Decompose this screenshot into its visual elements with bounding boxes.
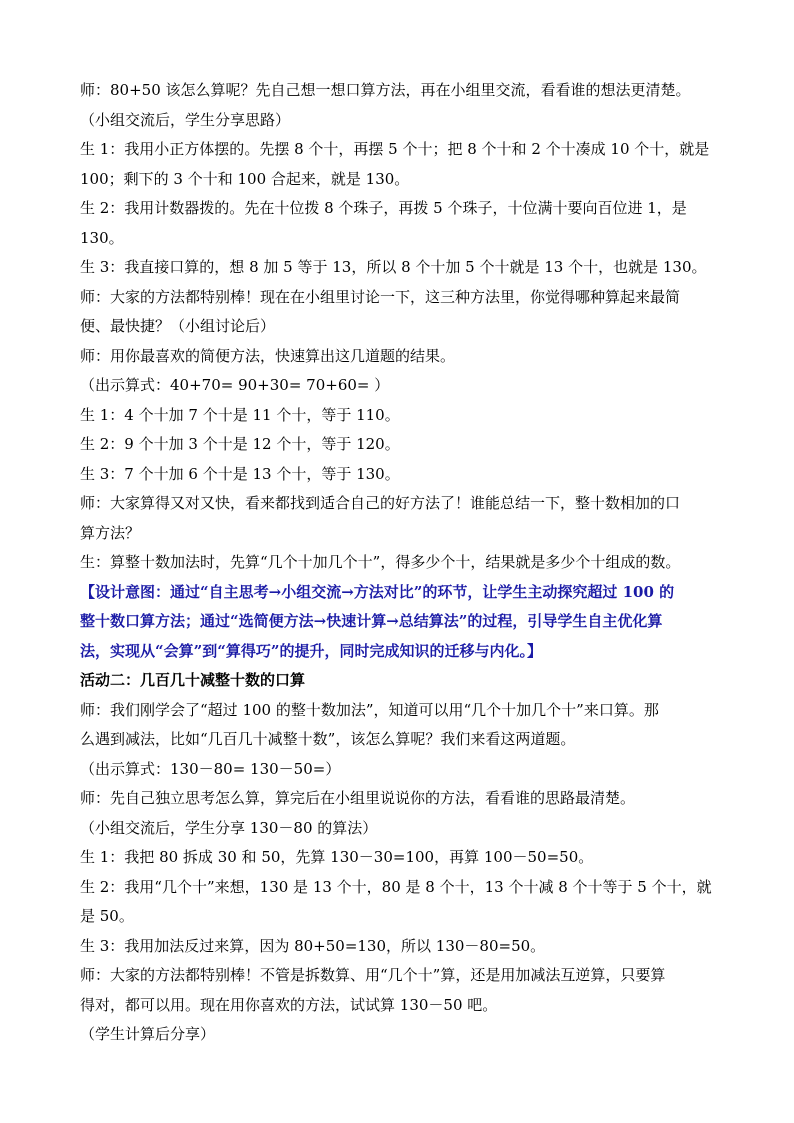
text-line: 生 1：我把 80 拆成 30 和 50，先算 130－30=100，再算 100－50=50。 (80, 848, 594, 866)
text-line: 生 3：7 个十加 6 个十是 13 个十，等于 130。 (80, 464, 400, 483)
text-line: 生 3：我用加法反过来算，因为 80+50=130，所以 130－80=50。 (80, 936, 546, 955)
text-line: 生 2：我用计数器拨的。先在十位拨 8 个珠子，再拨 5 个珠子，十位满十要向百位进 1，是 (80, 199, 687, 217)
design-intent-line: 法，实现从“会算”到“算得巧”的提升，同时完成知识的迁移与内化。】 (80, 641, 543, 660)
text-line: 生 2：9 个十加 3 个十是 12 个十，等于 120。 (80, 435, 400, 453)
text-line: 师：先自己独立思考怎么算，算完后在小组里说说你的方法，看看谁的思路最清楚。 (80, 789, 636, 807)
text-line: 得对，都可以用。现在用你喜欢的方法，试试算 130－50 吧。 (80, 995, 498, 1014)
text-line: 算方法？ (80, 523, 141, 542)
text-line: 师：大家的方法都特别棒！现在在小组里讨论一下，这三种方法里，你觉得哪种算起来最简 (80, 287, 681, 306)
text-line: 生 1：4 个十加 7 个十是 11 个十，等于 110。 (80, 405, 400, 424)
text-line: 师：用你最喜欢的简便方法，快速算出这几道题的结果。 (80, 346, 456, 365)
text-line: 是 50。 (80, 907, 134, 925)
document-body (80, 76, 720, 1050)
text-line: 师：大家算得又对又快，看来都找到适合自己的好方法了！谁能总结一下，整十数相加的口 (80, 494, 681, 512)
text-line: 生 2：我用“几个十”来想，130 是 13 个十，80 是 8 个十，13 个十减 8 个十等于 5 个十，就 (80, 877, 712, 896)
text-line: （小组交流后，学生分享思路） (80, 110, 291, 129)
text-line: 生 3：我直接口算的，想 8 加 5 等于 13，所以 8 个十加 5 个十就是 13 个十，也就是 130。 (80, 258, 707, 276)
text-line: 100；剩下的 3 个十和 100 合起来，就是 130。 (80, 169, 410, 188)
design-intent-line: 【设计意图：通过“自主思考→小组交流→方法对比”的环节，让学生主动探究超过 100 的 (80, 582, 675, 601)
text-line: （出示算式：130－80= 130－50=） (80, 759, 341, 778)
section-heading: 活动二：几百几十减整十数的口算 (80, 671, 306, 689)
text-line: （小组交流后，学生分享 130－80 的算法） (80, 818, 378, 837)
text-line: 么遇到减法，比如“几百几十减整十数”，该怎么算呢？我们来看这两道题。 (80, 730, 576, 748)
text-line: 师：大家的方法都特别棒！不管是拆数算、用“几个十”算，还是用加减法互逆算，只要算 (80, 966, 666, 984)
text-line: 师：我们刚学会了“超过 100 的整十数加法”，知道可以用“几个十加几个十”来口算。那 (80, 700, 659, 719)
text-line: 便、最快捷？（小组讨论后） (80, 317, 276, 335)
text-line: 130。 (80, 228, 124, 247)
text-line: （学生计算后分享） (80, 1025, 216, 1043)
text-line: （出示算式：40+70= 90+30= 70+60= ） (80, 376, 390, 394)
text-line: 师：80+50 该怎么算呢？先自己想一想口算方法，再在小组里交流，看看谁的想法更清楚。 (80, 81, 691, 99)
text-line: 生：算整十数加法时，先算“几个十加几个十”，得多少个十，结果就是多少个十组成的数。 (80, 553, 681, 571)
design-intent-line: 整十数口算方法；通过“选简便方法→快速计算→总结算法”的过程，引导学生自主优化算 (80, 612, 663, 630)
text-line: 生 1：我用小正方体摆的。先摆 8 个十，再摆 5 个十；把 8 个十和 2 个十凑成 10 个十，就是 (80, 140, 710, 158)
